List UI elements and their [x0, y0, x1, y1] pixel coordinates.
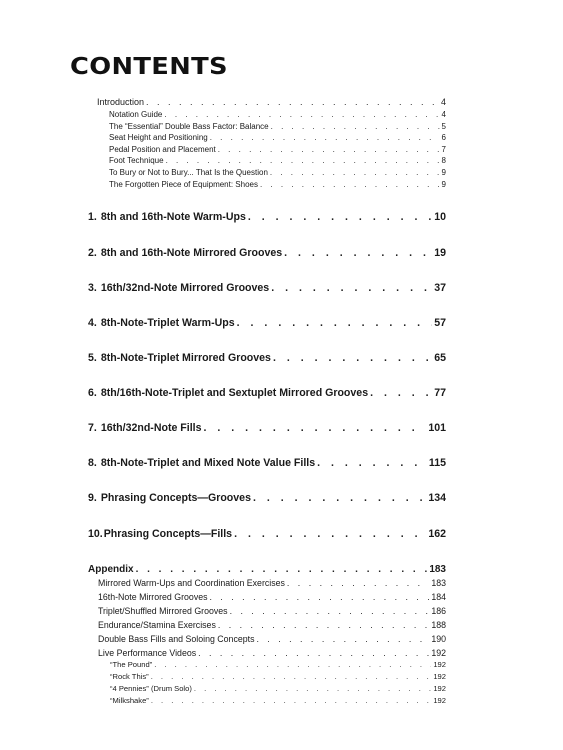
entry-label: The Forgotten Piece of Equipment: Shoes [109, 179, 258, 189]
toc-subentry[interactable] [98, 607, 446, 616]
page-number: 19 [434, 247, 446, 259]
chapter-number: 3. [88, 282, 97, 294]
page-number: 65 [434, 352, 446, 364]
entry-label: 16th/32nd-Note Mirrored Grooves [100, 282, 270, 294]
dot-leader [218, 146, 440, 154]
entry-label: 8th and 16th-Note Warm-Ups [100, 211, 246, 223]
entry-label: Pedal Position and Placement [109, 144, 216, 154]
entry-label: Live Performance Videos [98, 648, 197, 658]
toc-subentry[interactable] [109, 157, 446, 165]
dot-leader [284, 248, 432, 259]
entry-label: 16th-Note Mirrored Grooves [98, 592, 208, 602]
dot-leader [253, 493, 426, 504]
entry-label: “Rock This” [110, 672, 149, 681]
chapter-number: 7. [88, 422, 97, 434]
entry-label: 8th and 16th-Note Mirrored Grooves [100, 247, 283, 259]
page-number: 183 [431, 578, 446, 588]
dot-leader [198, 649, 429, 658]
toc-entry-appendix[interactable] [88, 565, 446, 575]
dot-leader [237, 318, 433, 329]
dot-leader [230, 607, 430, 616]
toc-entry-chapter[interactable] [88, 353, 446, 364]
toc-subentry[interactable] [98, 649, 446, 658]
entry-label: Seat Height and Positioning [109, 133, 208, 143]
entry-label: Appendix [88, 564, 134, 575]
toc-subsubentry[interactable] [110, 673, 446, 681]
dot-leader [210, 134, 440, 142]
toc-entry-introduction[interactable] [97, 98, 446, 107]
toc-entry-chapter[interactable] [88, 493, 446, 504]
entry-label: Phrasing Concepts—Grooves [100, 492, 251, 504]
page-number: 7 [441, 144, 446, 154]
page-number: 192 [433, 672, 446, 681]
page-number: 188 [431, 620, 446, 630]
page-number: 6 [441, 133, 446, 143]
chapter-number: 10. [88, 528, 103, 540]
entry-label: Foot Technique [109, 156, 164, 166]
dot-leader [317, 458, 427, 469]
entry-label: Notation Guide [109, 110, 163, 119]
page-number: 101 [428, 422, 446, 434]
toc-subentry[interactable] [98, 593, 446, 602]
toc-entry-chapter[interactable] [88, 283, 446, 294]
chapter-number: 5. [88, 352, 97, 364]
page-number: 190 [431, 634, 446, 644]
dot-leader [248, 212, 432, 223]
page-number: 192 [433, 696, 446, 705]
page-number: 115 [428, 457, 446, 469]
chapter-number: 1. [88, 211, 97, 223]
page-number: 9 [441, 168, 446, 177]
toc-entry-chapter[interactable] [88, 458, 446, 469]
entry-label: Phrasing Concepts—Fills [103, 528, 233, 540]
page-number: 9 [441, 179, 446, 189]
toc-subentry[interactable] [109, 146, 446, 154]
page-number: 8 [441, 156, 446, 166]
page-number: 134 [428, 492, 446, 504]
entry-label: The “Essential” Double Bass Factor: Balance [109, 121, 269, 131]
chapter-number: 9. [88, 492, 97, 504]
page-number: 184 [431, 592, 446, 602]
dot-leader [256, 635, 429, 644]
toc-subentry[interactable] [109, 123, 446, 131]
toc-subsubentry[interactable] [110, 697, 446, 705]
dot-leader [146, 98, 439, 107]
page-number: 192 [433, 660, 446, 669]
chapter-number: 4. [88, 317, 97, 329]
entry-label: 16th/32nd-Note Fills [100, 422, 202, 434]
dot-leader [287, 579, 429, 588]
toc-subentry[interactable] [98, 635, 446, 644]
toc-entry-chapter[interactable] [88, 423, 446, 434]
toc-subentry[interactable] [109, 134, 446, 142]
entry-label: Triplet/Shuffled Mirrored Grooves [98, 606, 228, 616]
chapter-number: 2. [88, 247, 97, 259]
toc-subentry[interactable] [109, 181, 446, 189]
toc-subsubentry[interactable] [110, 661, 446, 669]
dot-leader [166, 157, 440, 165]
dot-leader [260, 181, 440, 189]
dot-leader [273, 353, 432, 364]
dot-leader [154, 661, 431, 669]
page-number: 4 [441, 110, 446, 119]
page-number: 192 [431, 648, 446, 658]
dot-leader [194, 685, 431, 693]
toc-subentry[interactable] [98, 621, 446, 630]
toc-subsubentry[interactable] [110, 685, 446, 693]
entry-label: Endurance/Stamina Exercises [98, 620, 216, 630]
entry-label: Double Bass Fills and Soloing Concepts [98, 634, 255, 644]
toc-subentry[interactable] [109, 111, 446, 119]
entry-label: To Bury or Not to Bury... That Is the Question [109, 168, 268, 177]
entry-label: 8th-Note-Triplet and Mixed Note Value Fills [100, 457, 316, 469]
page-number: 162 [428, 528, 446, 540]
dot-leader [234, 529, 426, 540]
entry-label: Mirrored Warm-Ups and Coordination Exercises [98, 578, 285, 588]
dot-leader [271, 123, 440, 131]
dot-leader [164, 111, 439, 119]
page-number: 186 [431, 606, 446, 616]
toc-entry-chapter[interactable] [88, 212, 446, 223]
entry-label: 8th-Note-Triplet Warm-Ups [100, 317, 235, 329]
entry-label: 8th-Note-Triplet Mirrored Grooves [100, 352, 271, 364]
chapter-number: 6. [88, 387, 97, 399]
dot-leader [151, 673, 432, 681]
chapter-number: 8. [88, 457, 97, 469]
page-number: 37 [434, 282, 446, 294]
toc-entry-chapter[interactable] [88, 529, 446, 540]
page-title: CONTENTS [70, 54, 228, 80]
page-number: 192 [433, 684, 446, 693]
dot-leader [271, 283, 432, 294]
toc-entry-chapter[interactable] [88, 388, 446, 399]
entry-label: 8th/16th-Note-Triplet and Sextuplet Mirrored Grooves [100, 387, 369, 399]
dot-leader [204, 423, 427, 434]
entry-label: Introduction [97, 97, 145, 107]
page-number: 4 [440, 97, 446, 107]
page-number: 5 [441, 121, 446, 131]
toc-subentry[interactable] [109, 169, 446, 177]
toc-subentry[interactable] [98, 579, 446, 588]
dot-leader [218, 621, 429, 630]
page-number: 57 [434, 317, 446, 329]
toc-entry-chapter[interactable] [88, 248, 446, 259]
page-number: 10 [434, 211, 446, 223]
entry-label: “The Pound” [110, 660, 153, 669]
page-number: 183 [429, 564, 446, 575]
dot-leader [210, 593, 430, 602]
page-number: 77 [434, 387, 446, 399]
dot-leader [370, 388, 432, 399]
dot-leader [151, 697, 432, 705]
entry-label: “Milkshake” [110, 696, 149, 705]
entry-label: “4 Pennies” (Drum Solo) [110, 684, 192, 693]
dot-leader [136, 565, 428, 575]
dot-leader [270, 169, 440, 177]
toc-entry-chapter[interactable] [88, 318, 446, 329]
